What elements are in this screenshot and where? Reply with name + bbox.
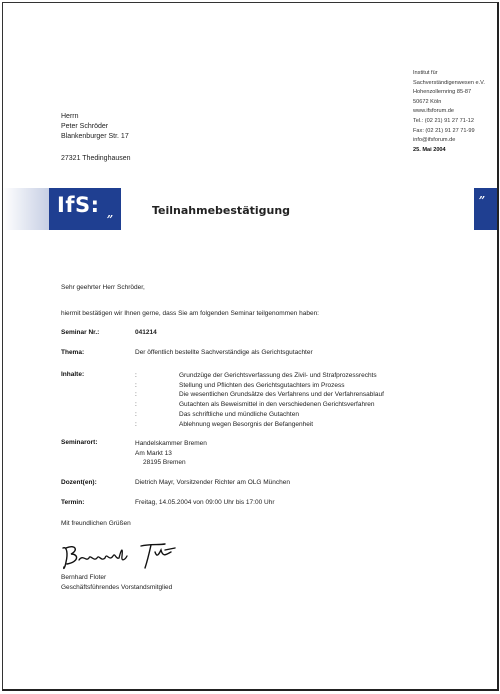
logo-mark: „ (107, 207, 114, 220)
institute-email: info@ifsforum.de (413, 137, 456, 144)
institute-line: Sachverständigenwesen e.V. (413, 79, 485, 86)
seminarort-line: Am Markt 13 (135, 449, 172, 457)
right-bar-mark: „ (479, 188, 486, 201)
dozent-label: Dozent(en): (61, 479, 97, 486)
seminarort-label: Seminarort: (61, 439, 98, 446)
document-title: Teilnahmebestätigung (152, 204, 291, 217)
recipient-address (61, 112, 131, 164)
dozent-value: Dietrich Mayr, Vorsitzender Richter am OLG München (135, 479, 290, 486)
letter-page (2, 2, 499, 691)
list-item: : Grundzüge der Gerichtsverfassung des Zivil- und Strafprozessrechts (135, 372, 377, 379)
institute-phone: Tel.: (02 21) 91 27 71-12 (413, 117, 474, 124)
letter-date: 25. Mai 2004 (413, 146, 446, 153)
list-item: : Gutachten als Beweismittel in den verschiedenen Gerichtsverfahren (135, 401, 375, 409)
institute-address-block (413, 69, 485, 155)
termin-label: Termin: (61, 499, 85, 506)
list-item-text: Gutachten als Beweismittel in den verschiedenen Gerichtsverfahren (179, 401, 375, 409)
list-item-text: Stellung und Pflichten des Gerichtsgutachters im Prozess (179, 381, 345, 389)
list-item: : Stellung und Pflichten des Gerichtsgutachters im Prozess (135, 381, 345, 389)
list-item-text: Grundzüge der Gerichtsverfassung des Zivil- und Strafprozessrechts (179, 372, 377, 379)
seminarort-value (135, 439, 207, 468)
recipient-name: Peter Schröder (61, 123, 109, 130)
seminarort-line: Handelskammer Bremen (135, 440, 207, 447)
thema-label: Thema: (61, 349, 85, 356)
institute-line: 50672 Köln (413, 98, 442, 105)
termin-value: Freitag, 14.05.2004 von 09:00 Uhr bis 17:00 Uhr (135, 499, 275, 506)
thema-value: Der öffentlich bestellte Sachverständige als Gerichtsgutachter (135, 349, 313, 356)
list-item-text: Das schriftliche und mündliche Gutachten (179, 410, 299, 418)
header-band (3, 188, 497, 230)
recipient-street: Blankenburger Str. 17 (61, 133, 129, 140)
institute-line: Institut für (413, 70, 438, 76)
signer-title: Geschäftsführendes Vorstandsmitglied (61, 584, 173, 591)
header-gradient (3, 188, 49, 230)
institute-website: www.ifsforum.de (413, 108, 455, 115)
logo-text: IfS: (57, 193, 100, 217)
header-right-bar (474, 188, 497, 230)
list-item: : Ablehnung wegen Besorgnis der Befangenheit (135, 420, 314, 428)
closing: Mit freundlichen Grüßen (61, 520, 131, 527)
signer-name: Bernhard Floter (61, 574, 107, 581)
inhalte-label: Inhalte: (61, 371, 85, 378)
list-item: : Die wesentlichen Grundsätze des Verfahrens und der Verfahrensablauf (135, 391, 384, 399)
ifs-logo (49, 188, 121, 230)
greeting: Sehr geehrter Herr Schröder, (61, 284, 145, 291)
seminarort-line: 28195 Bremen (143, 459, 186, 466)
list-item-text: Ablehnung wegen Besorgnis der Befangenheit (179, 420, 314, 428)
institute-fax: Fax: (02 21) 91 27 71-99 (413, 127, 475, 134)
recipient-salutation: Herrn (61, 113, 79, 120)
seminar-nr-value: 041214 (135, 329, 157, 336)
recipient-city: 27321 Thedinghausen (61, 155, 131, 162)
signature-drawing (59, 540, 189, 574)
institute-line: Hohenzollernring 85-87 (413, 89, 472, 96)
inhalte-list (135, 371, 384, 429)
seminar-nr-label: Seminar Nr.: (61, 329, 100, 336)
list-item: : Das schriftliche und mündliche Gutachten (135, 410, 299, 418)
list-item-text: Die wesentlichen Grundsätze des Verfahrens und der Verfahrensablauf (179, 391, 384, 399)
intro-text: hiermit bestätigen wir Ihnen gerne, dass Sie am folgenden Seminar teilgenommen haben: (61, 310, 319, 317)
